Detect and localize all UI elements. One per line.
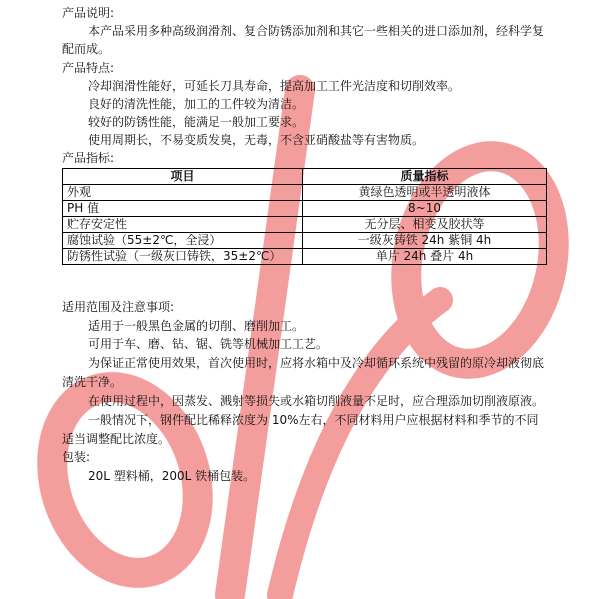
intro-line-1: 本产品采用多种高级润滑剂、复合防锈添加剂和其它一些相关的进口添加剂，经科学复 bbox=[88, 24, 545, 38]
table-row bbox=[63, 233, 547, 249]
usage-line: 在使用过程中，因蒸发、溅射等损失或水箱切削液量不足时，应合理添加切削液原液。 bbox=[88, 394, 545, 408]
feature-item: 冷却润滑性能好，可延长刀具寿命，提高加工工件光洁度和切削效率。 bbox=[88, 79, 461, 93]
features-heading: 产品特点: bbox=[62, 61, 115, 75]
cell-item: 外观 bbox=[63, 185, 303, 201]
usage-line: 可用于车、磨、钻、锯、铣等机械加工工艺。 bbox=[88, 337, 329, 351]
cell-item: PH 值 bbox=[63, 201, 303, 217]
col-header-item: 项目 bbox=[63, 169, 303, 185]
cell-value: 无分层、相变及胶状等 bbox=[303, 217, 547, 233]
feature-item: 使用周期长，不易变质发臭，无毒，不含亚硝酸盐等有害物质。 bbox=[88, 133, 425, 147]
packaging-heading: 包装: bbox=[62, 450, 91, 464]
feature-item: 良好的清洗性能，加工的工件较为清洁。 bbox=[88, 97, 305, 111]
col-header-value: 质量指标 bbox=[303, 169, 547, 185]
cell-value: 8~10 bbox=[303, 201, 547, 217]
intro-heading: 产品说明: bbox=[62, 6, 115, 20]
usage-line: 适用于一般黑色金属的切削、磨削加工。 bbox=[88, 319, 305, 333]
usage-line: 一般情况下，钢件配比稀释浓度为 10%左右，不同材料用户应根据材料和季节的不同 bbox=[88, 413, 539, 427]
specs-table bbox=[62, 168, 547, 265]
table-row bbox=[63, 201, 547, 217]
usage-line: 清洗干净。 bbox=[62, 375, 123, 389]
intro-line-2: 配而成。 bbox=[62, 42, 111, 56]
table-row bbox=[63, 249, 547, 265]
cell-item: 防锈性试验（一级灰口铸铁，35±2℃） bbox=[63, 249, 303, 265]
usage-heading: 适用范围及注意事项: bbox=[62, 300, 175, 314]
specs-heading: 产品指标: bbox=[62, 151, 115, 165]
cell-item: 贮存安定性 bbox=[63, 217, 303, 233]
cell-item: 腐蚀试验（55±2℃，全浸） bbox=[63, 233, 303, 249]
cell-value: 黄绿色透明或半透明液体 bbox=[303, 185, 547, 201]
feature-item: 较好的防锈性能，能满足一般加工要求。 bbox=[88, 115, 305, 129]
table-header-row bbox=[63, 169, 547, 185]
table-row bbox=[63, 217, 547, 233]
cell-value: 一级灰铸铁 24h 紫铜 4h bbox=[303, 233, 547, 249]
usage-line: 为保证正常使用效果，首次使用时，应将水箱中及冷却循环系统中残留的原冷却液彻底 bbox=[88, 356, 545, 370]
packaging-text: 20L 塑料桶，200L 铁桶包装。 bbox=[88, 469, 256, 483]
cell-value: 单片 24h 叠片 4h bbox=[303, 249, 547, 265]
table-row bbox=[63, 185, 547, 201]
usage-line: 适当调整配比浓度。 bbox=[62, 432, 171, 446]
